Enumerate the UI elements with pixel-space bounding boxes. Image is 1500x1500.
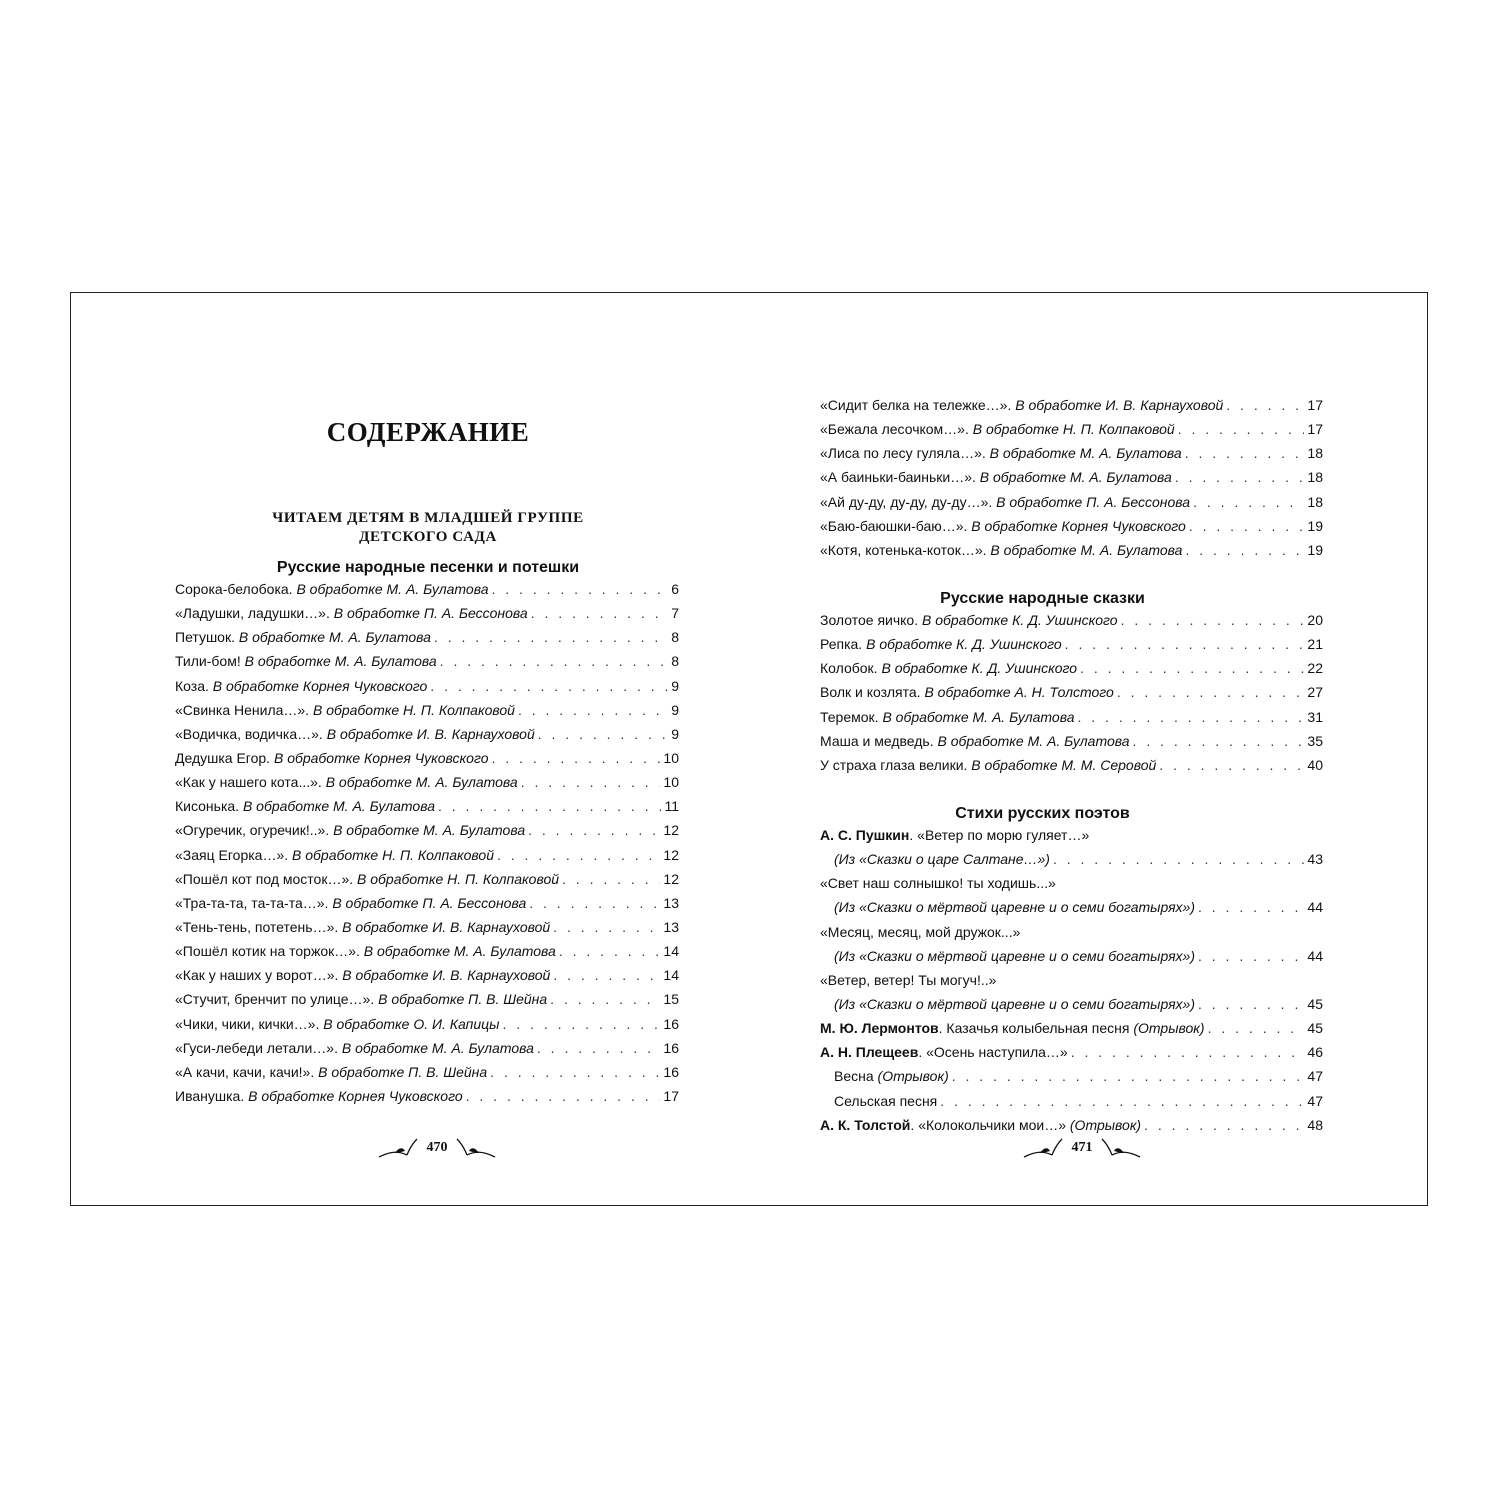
toc-entry[interactable] bbox=[175, 847, 679, 871]
toc-entry[interactable] bbox=[820, 397, 1323, 421]
toc-entry[interactable] bbox=[175, 629, 679, 653]
entry-title: Тили-бом! bbox=[175, 653, 245, 670]
toc-list-songs bbox=[175, 581, 679, 1112]
entry-title: «Ай ду-ду, ду-ду, ду-ду…». bbox=[820, 493, 997, 510]
entry-adapter: В обработке М. А. Булатова bbox=[238, 629, 431, 646]
dot-leader bbox=[531, 605, 669, 621]
page-number: 45 bbox=[1307, 1020, 1323, 1037]
dot-leader bbox=[1189, 518, 1305, 534]
entry-title: «Огуречик, огуречик!..». bbox=[175, 822, 334, 839]
entry-adapter: В обработке И. В. Карнауховой bbox=[1015, 397, 1224, 413]
entry-adapter: В обработке П. А. Бессонова bbox=[333, 605, 528, 622]
page-number: 11 bbox=[664, 798, 679, 815]
dot-leader bbox=[1185, 445, 1305, 461]
page-number: 46 bbox=[1307, 1044, 1323, 1061]
page-number: 20 bbox=[1307, 612, 1323, 628]
page-title: СОДЕРЖАНИЕ bbox=[326, 417, 530, 447]
entry-title: «Котя, котенька-коток…». bbox=[820, 541, 991, 558]
page-number: 18 bbox=[1307, 469, 1323, 486]
entry-title: Колобок. bbox=[820, 660, 882, 677]
entry-title: Дедушка Егор. bbox=[175, 749, 274, 766]
author-name: А. К. Толстой bbox=[820, 1116, 911, 1133]
dot-leader bbox=[434, 629, 668, 645]
entry-adapter: В обработке Корнея Чуковского bbox=[248, 1087, 463, 1104]
entry-title: «А баиньки-баиньки…». bbox=[820, 469, 980, 486]
page-number: 18 bbox=[1307, 493, 1323, 510]
page-number: 14 bbox=[663, 943, 679, 960]
toc-entry[interactable] bbox=[175, 1088, 679, 1112]
part-title-line2: ДЕТСКОГО САДА bbox=[359, 529, 497, 545]
entry-title: «Сидит белка на тележке…». bbox=[820, 397, 1016, 413]
entry-adapter: В обработке Н. П. Колпаковой bbox=[292, 846, 494, 863]
dot-leader bbox=[1198, 996, 1304, 1012]
toc-entry[interactable] bbox=[820, 684, 1323, 708]
page-number: 6 bbox=[671, 581, 679, 597]
toc-entry[interactable] bbox=[175, 1040, 679, 1064]
poem-title: . «Ветер по морю гуляет…» bbox=[909, 827, 1090, 843]
entry-title: «Водичка, водичка…». bbox=[175, 725, 327, 742]
toc-entry[interactable] bbox=[175, 895, 679, 919]
right-page bbox=[750, 293, 1429, 1205]
entry-adapter: В обработке М. А. Булатова bbox=[325, 774, 518, 791]
poem-note: (Отрывок) bbox=[1133, 1020, 1205, 1037]
page-number: 44 bbox=[1307, 899, 1323, 916]
toc-entry[interactable] bbox=[175, 678, 679, 702]
entry-adapter: В обработке Н. П. Колпаковой bbox=[312, 701, 515, 718]
toc-entry[interactable] bbox=[175, 871, 679, 895]
entry-adapter: В обработке К. Д. Ушинского bbox=[922, 612, 1118, 628]
dot-leader bbox=[1080, 660, 1304, 676]
entry-title: Иванушка. bbox=[175, 1087, 249, 1104]
page-number: 22 bbox=[1307, 660, 1323, 677]
dot-leader bbox=[528, 822, 660, 838]
toc-entry[interactable] bbox=[175, 653, 679, 677]
toc-entry[interactable] bbox=[820, 1093, 1323, 1117]
page-number: 9 bbox=[671, 677, 679, 694]
entry-adapter: В обработке П. В. Шейна bbox=[378, 991, 548, 1008]
poem-title: «Свет наш солнышко! ты ходишь...» bbox=[820, 875, 1056, 892]
left-page bbox=[71, 293, 750, 1205]
toc-entry[interactable] bbox=[175, 967, 679, 991]
page-number-right: 471 bbox=[1071, 1140, 1093, 1155]
dot-leader bbox=[1226, 397, 1304, 413]
entry-adapter: В обработке М. А. Булатова bbox=[990, 541, 1183, 558]
page-number: 48 bbox=[1307, 1116, 1323, 1133]
dot-leader bbox=[529, 895, 660, 911]
poem-source: (Из «Сказки о мёртвой царевне и о семи богатырях») bbox=[834, 899, 1195, 916]
page-number: 15 bbox=[663, 991, 679, 1008]
toc-entry[interactable] bbox=[820, 1044, 1323, 1068]
toc-entry[interactable] bbox=[820, 996, 1323, 1020]
toc-entry[interactable] bbox=[175, 991, 679, 1015]
entry-title: «Баю-баюшки-баю…». bbox=[820, 517, 972, 534]
entry-adapter: В обработке К. Д. Ушинского bbox=[866, 636, 1062, 653]
page-number: 16 bbox=[663, 1015, 679, 1032]
entry-adapter: В обработке М. А. Булатова bbox=[363, 943, 556, 960]
dot-leader bbox=[1198, 948, 1304, 964]
toc-entry[interactable] bbox=[820, 1020, 1323, 1044]
toc-entry[interactable] bbox=[820, 421, 1323, 445]
dot-leader bbox=[1065, 636, 1305, 652]
toc-entry[interactable] bbox=[175, 726, 679, 750]
poem-note: (Отрывок) bbox=[1069, 1116, 1142, 1133]
toc-entry[interactable] bbox=[820, 1068, 1323, 1092]
poem-title: . Казачья колыбельная песня bbox=[938, 1020, 1134, 1037]
dot-leader bbox=[1178, 421, 1305, 437]
page-number: 13 bbox=[663, 918, 679, 935]
dot-leader bbox=[1133, 733, 1305, 749]
entry-adapter: В обработке П. А. Бессонова bbox=[332, 894, 527, 911]
dot-leader bbox=[1193, 494, 1304, 510]
entry-title: «Гуси-лебеди летали…». bbox=[175, 1039, 342, 1056]
entry-title: «Бежала лесочком…». bbox=[820, 421, 973, 438]
section-title-tales: Русские народные сказки bbox=[940, 590, 1145, 607]
toc-list-songs-continued bbox=[820, 397, 1323, 566]
entry-adapter: В обработке П. А. Бессонова bbox=[996, 493, 1191, 510]
entry-title: «Как у нашего кота...». bbox=[175, 774, 326, 791]
dot-leader bbox=[550, 991, 660, 1007]
dot-leader bbox=[440, 653, 669, 669]
entry-adapter: В обработке Н. П. Колпаковой bbox=[357, 870, 560, 887]
dot-leader bbox=[490, 1064, 660, 1080]
entry-adapter: В обработке Н. П. Колпаковой bbox=[972, 421, 1175, 438]
dot-leader bbox=[952, 1068, 1305, 1084]
entry-title: «Лиса по лесу гуляла…». bbox=[820, 445, 990, 462]
toc-list-poems bbox=[820, 827, 1323, 1141]
entry-adapter: В обработке М. А. Булатова bbox=[937, 732, 1130, 749]
page-number: 17 bbox=[1307, 421, 1323, 438]
page-number: 21 bbox=[1307, 636, 1323, 653]
page-number: 35 bbox=[1307, 732, 1323, 749]
page-number: 17 bbox=[663, 1087, 679, 1104]
dot-leader bbox=[562, 871, 660, 887]
dot-leader bbox=[538, 726, 668, 742]
entry-title: «Чики, чики, кички…». bbox=[175, 1015, 324, 1032]
part-title bbox=[71, 509, 785, 547]
poem-title: «Ветер, ветер! Ты могуч!..» bbox=[820, 971, 997, 988]
entry-title: Коза. bbox=[175, 677, 213, 694]
entry-adapter: В обработке К. Д. Ушинского bbox=[881, 660, 1078, 677]
page-number: 10 bbox=[663, 749, 679, 766]
entry-title: «Тень-тень, потетень…». bbox=[175, 918, 343, 935]
toc-entry[interactable] bbox=[820, 709, 1323, 733]
dot-leader bbox=[466, 1088, 661, 1104]
toc-entry[interactable] bbox=[820, 494, 1323, 518]
dot-leader bbox=[497, 847, 660, 863]
entry-title: Кисонька. bbox=[175, 798, 243, 815]
page-number: 16 bbox=[663, 1039, 679, 1056]
entry-adapter: В обработке И. В. Карнауховой bbox=[326, 725, 535, 742]
toc-entry[interactable] bbox=[175, 750, 679, 774]
page-number: 12 bbox=[663, 846, 679, 863]
dot-leader bbox=[537, 1040, 661, 1056]
toc-entry[interactable] bbox=[820, 757, 1323, 781]
page-number: 47 bbox=[1307, 1068, 1323, 1085]
poem-title: Сельская песня bbox=[834, 1092, 938, 1109]
poem-source: (Из «Сказки о мёртвой царевне и о семи богатырях») bbox=[834, 947, 1195, 964]
dot-leader bbox=[491, 750, 660, 766]
dot-leader bbox=[1185, 542, 1304, 558]
entry-adapter: В обработке М. А. Булатова bbox=[341, 1039, 534, 1056]
entry-adapter: В обработке М. А. Булатова bbox=[296, 581, 489, 597]
dot-leader bbox=[1208, 1020, 1305, 1036]
entry-title: «Заяц Егорка…». bbox=[175, 846, 293, 863]
toc-entry[interactable] bbox=[820, 469, 1323, 493]
entry-adapter: В обработке Корнея Чуковского bbox=[971, 517, 1186, 534]
toc-entry[interactable] bbox=[175, 1064, 679, 1088]
page-number: 47 bbox=[1307, 1092, 1323, 1109]
toc-entry[interactable] bbox=[820, 924, 1323, 948]
entry-title: Золотое яичко. bbox=[820, 612, 922, 628]
dot-leader bbox=[1144, 1117, 1304, 1133]
section-title-poems: Стихи русских поэтов bbox=[955, 805, 1130, 822]
entry-adapter: В обработке О. И. Капицы bbox=[323, 1015, 500, 1032]
toc-entry[interactable] bbox=[820, 445, 1323, 469]
poem-title: Весна bbox=[834, 1068, 878, 1085]
page-number: 9 bbox=[671, 701, 679, 718]
entry-adapter: В обработке М. А. Булатова bbox=[333, 822, 526, 839]
entry-adapter: В обработке М. А. Булатова bbox=[242, 798, 435, 815]
entry-title: Репка. bbox=[820, 636, 867, 653]
toc-entry[interactable] bbox=[820, 733, 1323, 757]
toc-entry[interactable] bbox=[820, 851, 1323, 875]
entry-title: «Ладушки, ладушки…». bbox=[175, 605, 334, 622]
page-number: 8 bbox=[671, 629, 679, 646]
dot-leader bbox=[1071, 1044, 1305, 1060]
page-number: 19 bbox=[1307, 541, 1323, 558]
page-number-left: 470 bbox=[426, 1140, 448, 1155]
dot-leader bbox=[940, 1093, 1304, 1109]
toc-entry[interactable] bbox=[820, 636, 1323, 660]
dot-leader bbox=[553, 967, 660, 983]
entry-title: «Пошёл котик на торжок…». bbox=[175, 943, 364, 960]
entry-title: «Стучит, бренчит по улице…». bbox=[175, 991, 379, 1008]
page-number: 16 bbox=[663, 1063, 679, 1080]
dot-leader bbox=[521, 774, 661, 790]
author-name: А. Н. Плещеев bbox=[820, 1044, 919, 1061]
toc-entry[interactable] bbox=[175, 822, 679, 846]
dot-leader bbox=[438, 798, 661, 814]
page-number: 17 bbox=[1307, 397, 1323, 413]
page-number: 14 bbox=[663, 967, 679, 984]
entry-title: Теремок. bbox=[820, 708, 883, 725]
entry-adapter: В обработке М. А. Булатова bbox=[979, 469, 1172, 486]
toc-entry[interactable] bbox=[820, 612, 1323, 636]
entry-adapter: В обработке М. М. Серовой bbox=[971, 756, 1157, 773]
entry-adapter: В обработке И. В. Карнауховой bbox=[342, 967, 551, 984]
page-number: 43 bbox=[1307, 851, 1323, 868]
toc-entry[interactable] bbox=[175, 943, 679, 967]
page-number: 8 bbox=[671, 653, 679, 670]
page-number: 19 bbox=[1307, 517, 1323, 534]
toc-list-tales bbox=[820, 612, 1323, 781]
section-title-songs: Русские народные песенки и потешки bbox=[276, 559, 580, 576]
entry-title: У страха глаза велики. bbox=[820, 756, 972, 773]
entry-adapter: В обработке М. А. Булатова bbox=[244, 653, 437, 670]
page-number: 12 bbox=[663, 870, 679, 887]
dot-leader bbox=[1175, 469, 1305, 485]
dot-leader bbox=[559, 943, 661, 959]
dot-leader bbox=[492, 581, 669, 597]
toc-entry[interactable] bbox=[820, 948, 1323, 972]
toc-entry[interactable] bbox=[175, 605, 679, 629]
poem-title: . «Колокольчики мои…» bbox=[910, 1116, 1070, 1133]
page-number: 40 bbox=[1307, 756, 1323, 773]
book-spread bbox=[70, 292, 1428, 1206]
entry-title: Волк и козлята. bbox=[820, 684, 925, 701]
toc-entry[interactable] bbox=[820, 518, 1323, 542]
toc-entry[interactable] bbox=[175, 919, 679, 943]
page-number: 10 bbox=[663, 774, 679, 791]
page-number: 27 bbox=[1307, 684, 1323, 701]
entry-title: «Свинка Ненила…». bbox=[175, 701, 313, 718]
toc-entry[interactable] bbox=[820, 875, 1323, 899]
dot-leader bbox=[1198, 899, 1304, 915]
entry-adapter: В обработке А. Н. Толстого bbox=[924, 684, 1114, 701]
page-number: 44 bbox=[1307, 947, 1323, 964]
dot-leader bbox=[1121, 612, 1305, 628]
dot-leader bbox=[553, 919, 660, 935]
dot-leader bbox=[1053, 851, 1304, 867]
poem-title: . «Осень наступила…» bbox=[918, 1044, 1068, 1061]
author-name: М. Ю. Лермонтов bbox=[820, 1020, 939, 1037]
poem-source: (Из «Сказки о царе Салтане…») bbox=[834, 851, 1050, 868]
toc-entry[interactable] bbox=[175, 581, 679, 605]
page-number: 9 bbox=[671, 725, 679, 742]
toc-entry[interactable] bbox=[175, 798, 679, 822]
entry-title: «Как у наших у ворот…». bbox=[175, 967, 343, 984]
poem-title: «Месяц, месяц, мой дружок...» bbox=[820, 923, 1021, 940]
entry-title: «А качи, качи, качи!». bbox=[175, 1063, 319, 1080]
toc-entry[interactable] bbox=[820, 972, 1323, 996]
entry-adapter: В обработке Корнея Чуковского bbox=[212, 677, 428, 694]
entry-adapter: В обработке М. А. Булатова bbox=[989, 445, 1182, 462]
poem-note: (Отрывок) bbox=[877, 1068, 949, 1085]
dot-leader bbox=[518, 702, 668, 718]
entry-adapter: В обработке И. В. Карнауховой bbox=[342, 918, 551, 935]
poem-source: (Из «Сказки о мёртвой царевне и о семи богатырях») bbox=[834, 995, 1195, 1012]
entry-adapter: В обработке П. В. Шейна bbox=[318, 1063, 488, 1080]
entry-title: Сорока-белобока. bbox=[175, 581, 297, 597]
dot-leader bbox=[1159, 757, 1304, 773]
entry-title: «Тра-та-та, та-та-та…». bbox=[175, 894, 333, 911]
dot-leader bbox=[502, 1016, 660, 1032]
dot-leader bbox=[1078, 709, 1305, 725]
page-number: 7 bbox=[671, 605, 679, 622]
dot-leader bbox=[430, 678, 668, 694]
toc-entry[interactable] bbox=[820, 899, 1323, 923]
entry-title: Петушок. bbox=[175, 629, 239, 646]
entry-title: «Пошёл кот под мосток…». bbox=[175, 870, 358, 887]
author-name: А. С. Пушкин bbox=[820, 827, 910, 843]
entry-adapter: В обработке М. А. Булатова bbox=[882, 708, 1075, 725]
dot-leader bbox=[1117, 684, 1305, 700]
toc-entry[interactable] bbox=[820, 542, 1323, 566]
page-folio-right bbox=[1022, 1135, 1142, 1165]
page-number: 45 bbox=[1307, 995, 1323, 1012]
part-title-line1: ЧИТАЕМ ДЕТЯМ В МЛАДШЕЙ ГРУППЕ bbox=[272, 510, 584, 526]
toc-entry[interactable] bbox=[175, 1016, 679, 1040]
entry-title: Маша и медведь. bbox=[820, 732, 938, 749]
page-number: 13 bbox=[663, 894, 679, 911]
page-number: 12 bbox=[663, 822, 679, 839]
entry-adapter: В обработке Корнея Чуковского bbox=[273, 749, 489, 766]
toc-entry[interactable] bbox=[820, 660, 1323, 684]
toc-entry[interactable] bbox=[175, 774, 679, 798]
page-number: 31 bbox=[1307, 708, 1323, 725]
page-number: 18 bbox=[1307, 445, 1323, 462]
toc-entry[interactable] bbox=[820, 827, 1323, 851]
toc-entry[interactable] bbox=[175, 702, 679, 726]
page-folio-left bbox=[377, 1135, 497, 1165]
